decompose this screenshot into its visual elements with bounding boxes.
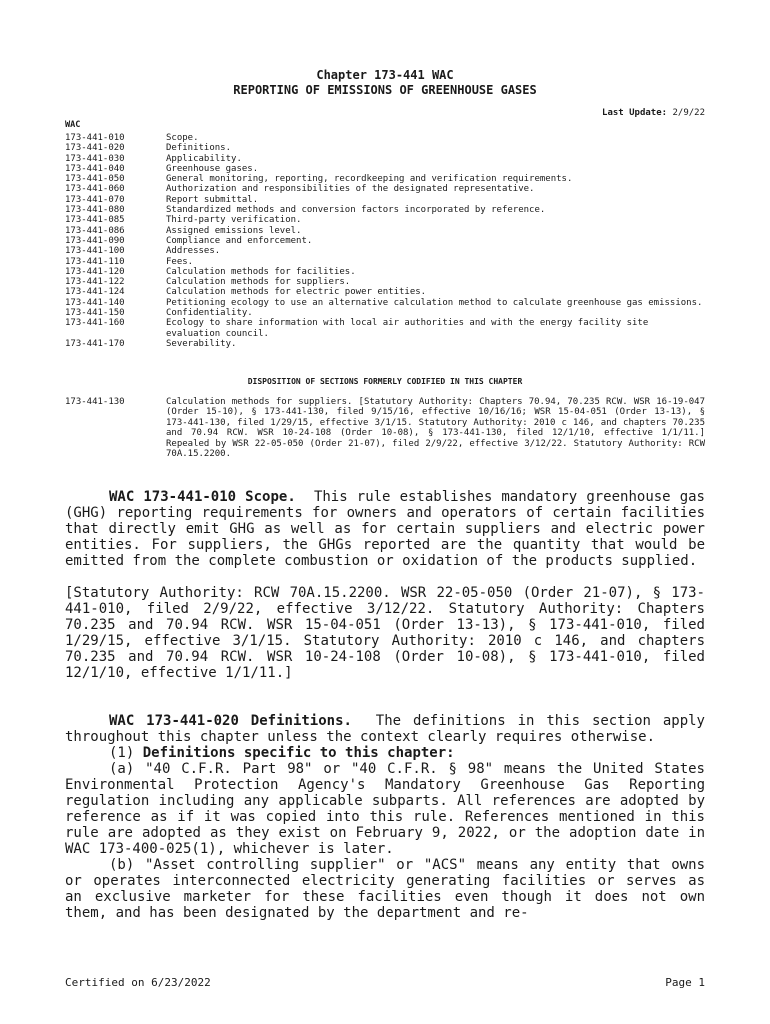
section-010-heading: WAC 173-441-010 Scope.: [109, 489, 296, 505]
toc-number: 173-441-050: [65, 174, 125, 185]
toc-title: Severability.: [166, 338, 237, 349]
page-footer: [65, 976, 705, 989]
toc-row: [65, 298, 705, 308]
table-of-contents: [65, 133, 705, 349]
toc-title: Ecology to share information with local air authorities and with the energy facility site evaluation council.: [166, 318, 649, 339]
section-020-para-1: [65, 745, 705, 761]
toc-row: [65, 267, 705, 277]
toc-title: Authorization and responsibilities of the designated representative.: [166, 184, 535, 195]
toc-row: [65, 318, 705, 339]
toc-title: Calculation methods for suppliers.: [166, 277, 351, 288]
chapter-title: Chapter 173-441 WAC: [316, 68, 454, 82]
section-010-history: [Statutory Authority: RCW 70A.15.2200. WSR 22-05-050 (Order 21-07), § 173-441-010, filed 2/9/22, effective 3/12/22. Statutory Authority: Chapters 70.235 and 70.94 RCW. WSR 15-04-051 (Order 13-13), § 173-441-010, filed 1/29/15, effective 3/1/15. Statutory Authority: 2010 c 146, and chapters 70.235 and 70.94 RCW. WSR 10-24-108 (Order 10-08), § 173-441-010, filed 12/1/10, effective 1/1/11.]: [65, 585, 705, 681]
toc-row: [65, 246, 705, 256]
toc-title: General monitoring, reporting, recordkeeping and verification requirements.: [166, 174, 573, 185]
disposition-number: 173-441-130: [65, 397, 125, 407]
disposition-entry: [65, 397, 705, 459]
toc-row: [65, 339, 705, 349]
toc-title: Greenhouse gases.: [166, 163, 259, 174]
para-1-heading: Definitions specific to this chapter:: [142, 745, 455, 761]
toc-number: 173-441-090: [65, 235, 125, 246]
toc-title: Addresses.: [166, 246, 221, 257]
disposition-text: Calculation methods for suppliers. [Statutory Authority: Chapters 70.94, 70.235 RCW. WSR 16-19-047 (Order 15-10), § 173-441-130, filed 9/15/16, effective 10/16/16; WSR 15-04-051 (Order 13-13), § 173-441-130, filed 1/29/15, effective 3/1/15. Statutory Authority: 2010 c 146, and chapters 70.235 and 70.94 RCW. WSR 10-24-108 (Order 10-08), § 173-441-130, filed 12/1/10, effective 1/1/11.] Repealed by WSR 22-05-050 (Order 21-07), filed 2/9/22, effective 3/12/22. Statutory Authority: RCW 70A.15.2200.: [166, 397, 705, 460]
toc-row: [65, 257, 705, 267]
last-update: [602, 108, 705, 118]
toc-title: Standardized methods and conversion factors incorporated by reference.: [166, 205, 546, 216]
toc-title: Calculation methods for facilities.: [166, 266, 356, 277]
toc-number: 173-441-170: [65, 338, 125, 349]
toc-number: 173-441-100: [65, 246, 125, 257]
toc-title: Confidentiality.: [166, 308, 253, 319]
toc-number: 173-441-124: [65, 287, 125, 298]
toc-number: 173-441-010: [65, 133, 125, 143]
toc-row: [65, 215, 705, 225]
toc-row: [65, 174, 705, 184]
toc-number: 173-441-122: [65, 277, 125, 288]
section-020-heading: WAC 173-441-020 Definitions.: [109, 713, 352, 729]
toc-heading: WAC: [65, 120, 81, 130]
toc-title: Definitions.: [166, 143, 232, 154]
toc-title: Petitioning ecology to use an alternative calculation method to calculate greenhouse gas emissions.: [166, 297, 703, 308]
toc-row: [65, 308, 705, 318]
toc-row: [65, 195, 705, 205]
document-page: [65, 0, 705, 1024]
toc-number: 173-441-160: [65, 318, 125, 329]
para-1-label: (1): [109, 745, 135, 761]
toc-row: [65, 184, 705, 194]
toc-row: [65, 226, 705, 236]
toc-number: 173-441-120: [65, 266, 125, 277]
toc-row: [65, 205, 705, 215]
toc-number: 173-441-030: [65, 153, 125, 164]
disposition-heading: DISPOSITION OF SECTIONS FORMERLY CODIFIED IN THIS CHAPTER: [247, 377, 523, 386]
section-010: [65, 489, 705, 569]
toc-title: Compliance and enforcement.: [166, 235, 313, 246]
document-body: [65, 489, 705, 921]
page-number: Page 1: [665, 976, 705, 989]
toc-number: 173-441-086: [65, 225, 125, 236]
last-update-value: 2/9/22: [672, 108, 705, 118]
toc-number: 173-441-150: [65, 308, 125, 319]
toc-title: Scope.: [166, 133, 199, 143]
section-010-text: This rule establishes mandatory greenhouse gas (GHG) reporting requirements for owners and operators of certain facilities that directly emit GHG as well as for certain suppliers and electric power entities. For suppliers, the GHGs reported are the quantity that would be emitted from the complete combustion or oxidation of the products supplied.: [65, 489, 705, 569]
toc-row: [65, 164, 705, 174]
toc-number: 173-441-080: [65, 205, 125, 216]
toc-row: [65, 154, 705, 164]
toc-number: 173-441-085: [65, 215, 125, 226]
section-020-text: The definitions in this section apply throughout this chapter unless the context clearly requires otherwise.: [65, 713, 705, 745]
toc-number: 173-441-020: [65, 143, 125, 154]
toc-number: 173-441-060: [65, 184, 125, 195]
toc-number: 173-441-140: [65, 297, 125, 308]
last-update-label: Last Update:: [602, 108, 668, 118]
section-020: [65, 713, 705, 745]
certified-date: Certified on 6/23/2022: [65, 976, 211, 989]
toc-number: 173-441-070: [65, 194, 125, 205]
toc-title: Third-party verification.: [166, 215, 302, 226]
document-title: [65, 68, 705, 98]
toc-title: Report submittal.: [166, 194, 259, 205]
chapter-subtitle: REPORTING OF EMISSIONS OF GREENHOUSE GASES: [233, 83, 537, 97]
definition-a: (a) "40 C.F.R. Part 98" or "40 C.F.R. § 98" means the United States Environmental Protection Agency's Mandatory Greenhouse Gas Reporting regulation including any applicable subparts. All references are adopted by reference as if it was copied into this rule. References mentioned in this rule are adopted as they exist on February 9, 2022, or the adoption date in WAC 173-400-025(1), whichever is later.: [65, 761, 705, 857]
toc-row: [65, 277, 705, 287]
toc-row: [65, 287, 705, 297]
toc-number: 173-441-040: [65, 163, 125, 174]
toc-row: [65, 133, 705, 143]
definition-b: (b) "Asset controlling supplier" or "ACS" means any entity that owns or operates interconnected electricity generating facilities or serves as an exclusive marketer for these facilities even though it does not own them, and has been designated by the department and re-: [65, 857, 705, 921]
toc-title: Calculation methods for electric power entities.: [166, 287, 427, 298]
toc-number: 173-441-110: [65, 256, 125, 267]
toc-title: Applicability.: [166, 153, 242, 164]
toc-title: Assigned emissions level.: [166, 225, 302, 236]
toc-row: [65, 143, 705, 153]
toc-row: [65, 236, 705, 246]
toc-title: Fees.: [166, 256, 194, 267]
